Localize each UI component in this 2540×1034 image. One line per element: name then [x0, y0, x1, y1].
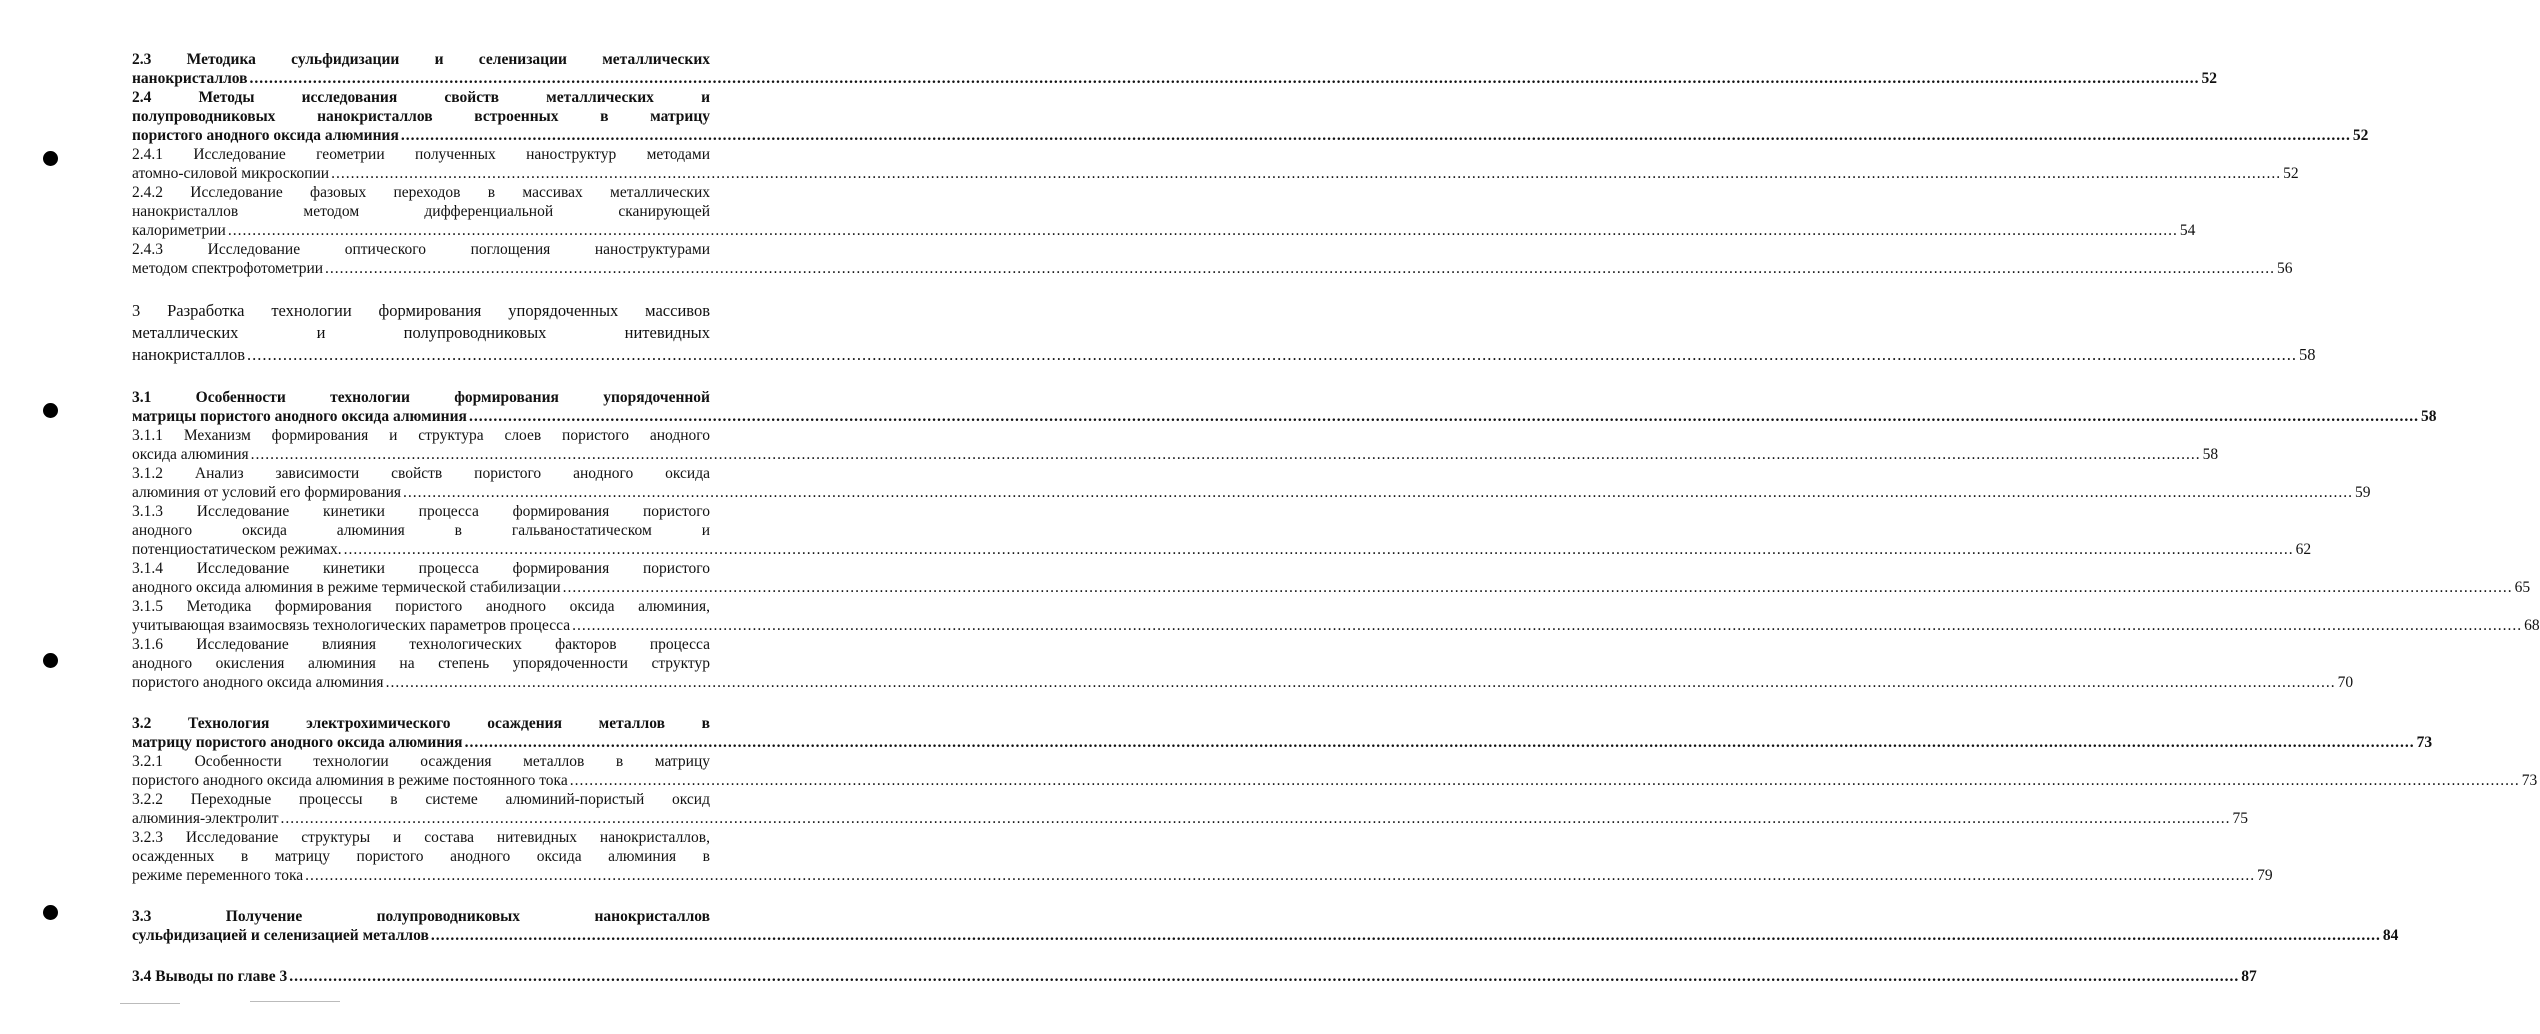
toc-entry-last-line	[132, 344, 2316, 366]
dot-leader: ................................................................................................................................................................................................................................................................................................................................................................................................................	[403, 484, 2354, 501]
toc-entry-2-4-1[interactable]	[132, 145, 2299, 183]
page-number: 68	[2524, 617, 2540, 634]
toc-entry-last-line	[132, 540, 2312, 559]
toc-entry-title-end: потенциостатическом режимах.	[132, 541, 342, 558]
toc-entry-3-2-1[interactable]	[132, 752, 2538, 790]
toc-entry-last-line	[132, 259, 2293, 278]
toc-entry-title-end: 3.4 Выводы по главе 3	[132, 968, 288, 985]
toc-entry-last-line	[132, 673, 2354, 692]
toc-entry-line: 3.1.2 Анализ зависимости свойств пористого анодного оксида	[132, 465, 710, 482]
toc-entry-line: 3.3 Получение полупроводниковых нанокристаллов	[132, 908, 710, 925]
toc-entry-last-line	[132, 733, 2433, 752]
toc-entry-line: 3.1.5 Методика формирования пористого анодного оксида алюминия,	[132, 598, 710, 615]
toc-entry-title-end: матрицу пористого анодного оксида алюминия	[132, 734, 463, 751]
toc-entry-title-end: учитывающая взаимосвязь технологических параметров процесса	[132, 617, 571, 634]
dot-leader: ................................................................................................................................................................................................................................................................................................................................................................................................................	[572, 617, 2523, 634]
toc-entry-3-1-1[interactable]	[132, 426, 2219, 464]
page-number: 79	[2257, 867, 2273, 884]
toc-entry-last-line	[132, 578, 2531, 597]
toc-entry-last-line	[132, 771, 2538, 790]
toc-entry-line: 3.1.3 Исследование кинетики процесса формирования пористого	[132, 503, 710, 520]
page-number: 73	[2416, 734, 2433, 751]
toc-entry-2-4-2[interactable]	[132, 183, 2196, 240]
dot-leader: ................................................................................................................................................................................................................................................................................................................................................................................................................	[569, 772, 2520, 789]
toc-entry-3-3[interactable]	[132, 907, 2399, 945]
toc-entry-3-2[interactable]	[132, 714, 2433, 752]
toc-entry-line: 3.1.6 Исследование влияния технологических факторов процесса	[132, 636, 710, 653]
toc-entry-line: анодного окисления алюминия на степень упорядоченности структур	[132, 655, 710, 672]
toc-entry-line: 2.3 Методика сульфидизации и селенизации металлических	[132, 51, 710, 68]
page-number: 58	[2420, 408, 2437, 425]
dot-leader: ................................................................................................................................................................................................................................................................................................................................................................................................................	[385, 674, 2336, 691]
page-number: 65	[2514, 579, 2531, 596]
toc-entry-line: 3.2.3 Исследование структуры и состава нитевидных нанокристаллов,	[132, 829, 710, 846]
toc-entry-3-1-6[interactable]	[132, 635, 2354, 692]
dot-leader: ................................................................................................................................................................................................................................................................................................................................................................................................................	[562, 579, 2513, 596]
toc-entry-line: 3.1.1 Механизм формирования и структура слоев пористого анодного	[132, 427, 710, 444]
page-number: 59	[2355, 484, 2371, 501]
toc-entry-last-line	[132, 483, 2371, 502]
dot-leader: ................................................................................................................................................................................................................................................................................................................................................................................................................	[430, 927, 2381, 944]
page-number: 62	[2295, 541, 2312, 558]
dot-leader: ................................................................................................................................................................................................................................................................................................................................................................................................................	[325, 260, 2276, 277]
toc-entry-3-1[interactable]	[132, 388, 2437, 426]
toc-entry-3[interactable]	[132, 300, 2316, 366]
toc-entry-line: 3.2 Технология электрохимического осаждения металлов в	[132, 715, 710, 732]
toc-entry-line: 3.1 Особенности технологии формирования упорядоченной	[132, 389, 710, 406]
scan-speck	[120, 1003, 180, 1004]
toc-entry-3-1-5[interactable]	[132, 597, 2540, 635]
dot-leader: ................................................................................................................................................................................................................................................................................................................................................................................................................	[464, 734, 2415, 751]
toc-entry-3-1-4[interactable]	[132, 559, 2531, 597]
toc-entry-2-4-3[interactable]	[132, 240, 2293, 278]
page-number: 58	[2299, 345, 2316, 364]
toc-entry-line: полупроводниковых нанокристаллов встроенных в матрицу	[132, 108, 710, 125]
dot-leader: ................................................................................................................................................................................................................................................................................................................................................................................................................	[247, 345, 2298, 364]
toc-entry-3-2-3[interactable]	[132, 828, 2273, 885]
page-number: 52	[2201, 70, 2218, 87]
page-number: 56	[2277, 260, 2293, 277]
toc-entry-title-end: нанокристаллов	[132, 70, 248, 87]
toc-entry-title-end: алюминия-электролит	[132, 810, 279, 827]
dot-leader: ................................................................................................................................................................................................................................................................................................................................................................................................................	[250, 446, 2201, 463]
toc-entry-last-line	[132, 967, 2257, 986]
punch-hole-1	[43, 151, 58, 166]
dot-leader: ................................................................................................................................................................................................................................................................................................................................................................................................................	[249, 70, 2200, 87]
dot-leader: ................................................................................................................................................................................................................................................................................................................................................................................................................	[331, 165, 2282, 182]
toc-entry-line: 2.4.3 Исследование оптического поглощения наноструктурами	[132, 241, 710, 258]
toc-entry-3-1-3[interactable]	[132, 502, 2312, 559]
toc-entry-title-end: методом спектрофотометрии	[132, 260, 324, 277]
toc-entry-last-line	[132, 809, 2248, 828]
toc-entry-line: осажденных в матрицу пористого анодного оксида алюминия в	[132, 848, 710, 865]
toc-entry-last-line	[132, 126, 2369, 145]
toc-entry-title-end: сульфидизацией и селенизацией металлов	[132, 927, 429, 944]
punch-hole-4	[43, 905, 58, 920]
page-number: 87	[2241, 968, 2257, 985]
toc-entry-title-end: пористого анодного оксида алюминия	[132, 674, 384, 691]
toc-entry-2-3[interactable]	[132, 50, 2218, 88]
toc-entry-3-4[interactable]	[132, 967, 2257, 986]
toc-entry-last-line	[132, 164, 2299, 183]
page-number: 70	[2337, 674, 2354, 691]
dot-leader: ................................................................................................................................................................................................................................................................................................................................................................................................................	[280, 810, 2231, 827]
toc-entry-3-2-2[interactable]	[132, 790, 2248, 828]
toc-entry-line: 2.4 Методы исследования свойств металлических и	[132, 89, 710, 106]
toc-entry-title-end: нанокристаллов	[132, 345, 246, 364]
toc-entry-line: 3.2.2 Переходные процессы в системе алюминий-пористый оксид	[132, 791, 710, 808]
page-number: 52	[2283, 165, 2299, 182]
dot-leader: ................................................................................................................................................................................................................................................................................................................................................................................................................	[227, 222, 2178, 239]
page-number: 52	[2352, 127, 2369, 144]
toc-entry-last-line	[132, 926, 2399, 945]
scan-speck	[250, 1001, 340, 1002]
table-of-contents	[132, 50, 2540, 986]
toc-entry-last-line	[132, 616, 2540, 635]
punch-hole-2	[43, 403, 58, 418]
toc-entry-line: металлических и полупроводниковых нитевидных	[132, 323, 710, 342]
toc-entry-3-1-2[interactable]	[132, 464, 2371, 502]
toc-entry-line: 2.4.2 Исследование фазовых переходов в массивах металлических	[132, 184, 710, 201]
toc-entry-title-end: оксида алюминия	[132, 446, 249, 463]
page-number: 58	[2202, 446, 2219, 463]
toc-entry-last-line	[132, 407, 2437, 426]
toc-entry-line: 3 Разработка технологии формирования упорядоченных массивов	[132, 301, 710, 320]
dot-leader: ................................................................................................................................................................................................................................................................................................................................................................................................................	[289, 968, 2240, 985]
page-number: 73	[2521, 772, 2538, 789]
toc-entry-line: нанокристаллов методом дифференциальной сканирующей	[132, 203, 710, 220]
dot-leader: ................................................................................................................................................................................................................................................................................................................................................................................................................	[400, 127, 2351, 144]
toc-entry-last-line	[132, 221, 2196, 240]
toc-entry-title-end: анодного оксида алюминия в режиме термической стабилизации	[132, 579, 561, 596]
toc-entry-line: 3.2.1 Особенности технологии осаждения металлов в матрицу	[132, 753, 710, 770]
page-number: 54	[2179, 222, 2196, 239]
toc-entry-title-end: атомно-силовой микроскопии	[132, 165, 330, 182]
dot-leader: ................................................................................................................................................................................................................................................................................................................................................................................................................	[305, 867, 2256, 884]
toc-entry-line: 3.1.4 Исследование кинетики процесса формирования пористого	[132, 560, 710, 577]
toc-entry-last-line	[132, 866, 2273, 885]
toc-entry-title-end: алюминия от условий его формирования	[132, 484, 402, 501]
toc-entry-title-end: режиме переменного тока	[132, 867, 304, 884]
punch-hole-3	[43, 653, 58, 668]
dot-leader: ................................................................................................................................................................................................................................................................................................................................................................................................................	[468, 408, 2419, 425]
toc-entry-title-end: пористого анодного оксида алюминия	[132, 127, 399, 144]
page-number: 84	[2382, 927, 2399, 944]
toc-entry-title-end: матрицы пористого анодного оксида алюминия	[132, 408, 467, 425]
toc-entry-title-end: пористого анодного оксида алюминия в режиме постоянного тока	[132, 772, 568, 789]
toc-entry-title-end: калориметрии	[132, 222, 226, 239]
toc-entry-last-line	[132, 69, 2218, 88]
dot-leader: ................................................................................................................................................................................................................................................................................................................................................................................................................	[343, 541, 2294, 558]
toc-entry-line: 2.4.1 Исследование геометрии полученных наноструктур методами	[132, 146, 710, 163]
toc-entry-last-line	[132, 445, 2219, 464]
page-number: 75	[2232, 810, 2248, 827]
toc-entry-line: анодного оксида алюминия в гальваностатическом и	[132, 522, 710, 539]
toc-entry-2-4[interactable]	[132, 88, 2369, 145]
